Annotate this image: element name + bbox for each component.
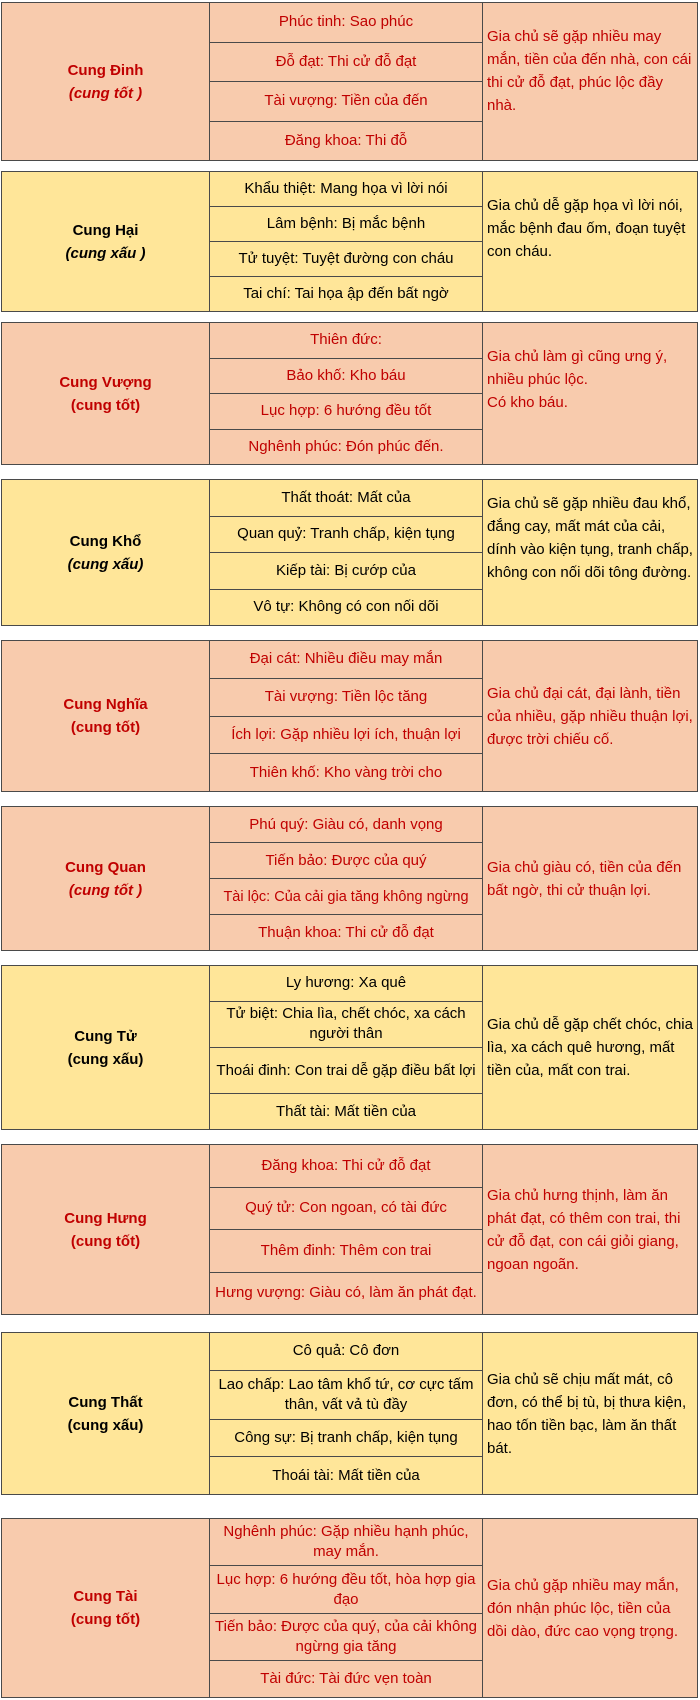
description-text: Gia chủ gặp nhiều may mắn, đón nhận phúc lộc, tiền của dồi dào, đức cao vọng trọng.: [487, 1576, 679, 1640]
cung-name: Cung Tử: [74, 1027, 137, 1045]
attribute-item: Thiên đức:: [310, 331, 382, 349]
attribute-item: Ly hương: Xa quê: [285, 974, 407, 992]
attribute-list: [210, 1519, 483, 1697]
attribute-list: [210, 480, 483, 625]
cung-name: Cung Khổ: [69, 532, 142, 550]
cung-name-cell: [2, 480, 210, 625]
cung-type: (cung tốt ): [68, 881, 143, 899]
attribute-item: Thất tài: Mất tiền của: [210, 1093, 482, 1129]
attribute-item: Thất thoát: Mất của: [281, 488, 411, 506]
attribute-item: Thiên khố: Kho vàng trời cho: [210, 753, 482, 791]
attribute-item: Bảo khố: Kho báu: [210, 358, 482, 394]
cung-block-dinh: [1, 2, 698, 161]
description-cell: [483, 172, 697, 311]
attribute-item: Lục hợp: 6 hướng đều tốt, hòa hợp gia đạo: [210, 1565, 482, 1612]
attribute-list: [210, 1145, 483, 1314]
cung-name-cell: [2, 966, 210, 1129]
attribute-item: Lâm bệnh: Bị mắc bệnh: [210, 206, 482, 241]
cung-name: Cung Vượng: [59, 373, 152, 391]
cung-type: (cung tốt): [70, 396, 141, 414]
description-cell: [483, 1519, 697, 1697]
attribute-item: Thoái đinh: Con trai dễ gặp điều bất lợi: [210, 1047, 482, 1093]
cung-name: Cung Quan: [65, 858, 146, 876]
cung-name: Cung Đinh: [67, 61, 144, 79]
cung-type: (cung tốt ): [68, 84, 143, 102]
attribute-item: Tài vượng: Tiền lộc tăng: [210, 678, 482, 716]
attribute-item: Lao chấp: Lao tâm khổ tứ, cơ cực tấm thân, vất vả tù đầy: [210, 1370, 482, 1419]
cung-block-tai: [1, 1518, 698, 1698]
cung-name-cell: [2, 1145, 210, 1314]
description-cell: [483, 3, 697, 160]
cung-block-nghia: [1, 640, 698, 792]
attribute-list: [210, 3, 483, 160]
cung-name: Cung Hại: [72, 221, 139, 239]
attribute-item: Thuận khoa: Thi cử đỗ đạt: [210, 914, 482, 950]
cung-type: (cung xấu): [67, 555, 144, 573]
attribute-item: Ích lợi: Gặp nhiều lợi ích, thuận lợi: [210, 716, 482, 754]
cung-name-cell: [2, 1333, 210, 1494]
attribute-item: Vô tự: Không có con nối dõi: [210, 589, 482, 626]
description-text: Gia chủ sẽ chịu mất mát, cô đơn, có thể bị tù, bị thưa kiện, hao tốn tiền bạc, làm ăn thất bát.: [487, 1370, 687, 1457]
attribute-item: Quý tử: Con ngoan, có tài đức: [210, 1187, 482, 1230]
attribute-item: Tai chí: Tai họa ập đến bất ngờ: [210, 276, 482, 311]
description-text: Gia chủ giàu có, tiền của đến bất ngờ, thi cử thuận lợi.: [487, 858, 682, 899]
cung-name: Cung Tài: [73, 1588, 138, 1605]
cung-block-quan: [1, 806, 698, 951]
description-text: Gia chủ đại cát, đại lành, tiền của nhiều, gặp nhiều thuận lợi, được trời chiếu cố.: [487, 684, 693, 748]
attribute-item: Quan quỷ: Tranh chấp, kiện tụng: [210, 516, 482, 553]
attribute-item: Phú quý: Giàu có, danh vọng: [249, 815, 443, 833]
attribute-list: [210, 966, 483, 1129]
cung-name: Cung Hưng: [64, 1209, 147, 1227]
cung-block-hai: [1, 171, 698, 312]
attribute-item: Nghênh phúc: Đón phúc đến.: [210, 429, 482, 465]
description-text: Gia chủ hưng thịnh, làm ăn phát đạt, có thêm con trai, thi cử đỗ đạt, con cái giỏi giang, ngoan ngoãn.: [487, 1186, 681, 1273]
attribute-item: Tài đức: Tài đức vẹn toàn: [210, 1660, 482, 1697]
cung-name-cell: [2, 3, 210, 160]
attribute-item: Kiếp tài: Bị cướp của: [210, 552, 482, 589]
attribute-item: Khẩu thiệt: Mang họa vì lời nói: [244, 180, 448, 197]
attribute-list: [210, 172, 483, 311]
attribute-item: Tử tuyệt: Tuyệt đường con cháu: [210, 241, 482, 276]
description-text: Gia chủ dễ gặp chết chóc, chia lìa, xa cách quê hương, mất tiền của, mất con trai.: [487, 1016, 693, 1079]
attribute-item: Thoái tài: Mất tiền của: [210, 1456, 482, 1494]
attribute-item: Đại cát: Nhiều điều may mắn: [249, 650, 443, 668]
attribute-item: Lục hợp: 6 hướng đều tốt: [210, 393, 482, 429]
cung-type: (cung xấu): [67, 1050, 144, 1068]
attribute-list: [210, 1333, 483, 1494]
attribute-list: [210, 807, 483, 950]
attribute-item: Phúc tinh: Sao phúc: [278, 13, 414, 31]
cung-block-tu: [1, 965, 698, 1130]
attribute-item: Tiến bảo: Được của quý, của cải không ngừng gia tăng: [210, 1613, 482, 1660]
description-cell: [483, 1333, 697, 1494]
attribute-item: Tài lộc: Của cải gia tăng không ngừng: [210, 878, 482, 914]
description-cell: [483, 641, 697, 791]
description-cell: [483, 807, 697, 950]
cung-name: Cung Nghĩa: [63, 696, 148, 713]
description-cell: [483, 966, 697, 1129]
description-cell: [483, 480, 697, 625]
cung-name-cell: [2, 641, 210, 791]
cung-name-cell: [2, 323, 210, 464]
cung-type: (cung tốt): [70, 1232, 141, 1250]
attribute-item: Thêm đinh: Thêm con trai: [210, 1229, 482, 1272]
attribute-item: Tiến bảo: Được của quý: [210, 842, 482, 878]
cung-type: (cung tốt): [70, 719, 141, 736]
attribute-item: Hưng vượng: Giàu có, làm ăn phát đạt.: [210, 1272, 482, 1315]
attribute-item: Công sự: Bị tranh chấp, kiện tụng: [210, 1419, 482, 1457]
attribute-item: Đỗ đạt: Thi cử đỗ đạt: [210, 42, 482, 82]
cung-name-cell: [2, 1519, 210, 1697]
cung-block-vuong: [1, 322, 698, 465]
attribute-item: Tài vượng: Tiền của đến: [210, 81, 482, 121]
cung-type: (cung xấu ): [65, 244, 146, 262]
cung-block-hung: [1, 1144, 698, 1315]
description-text: Gia chủ làm gì cũng ưng ý, nhiều phúc lộc. Có kho báu.: [487, 348, 668, 411]
attribute-list: [210, 641, 483, 791]
cung-name-cell: [2, 807, 210, 950]
attribute-list: [210, 323, 483, 464]
cung-block-that: [1, 1332, 698, 1495]
cung-type: (cung xấu): [67, 1416, 144, 1434]
description-text: Gia chủ sẽ gặp nhiều đau khổ, đắng cay, mất mát của cải, dính vào kiện tụng, tranh chấp, không con nối dõi tông đường.: [487, 495, 693, 581]
description-text: Gia chủ sẽ gặp nhiều may mắn, tiền của đến nhà, con cái thi cử đỗ đạt, phúc lộc đầy nhà.: [487, 28, 692, 114]
description-cell: [483, 323, 697, 464]
attribute-item: Tử biệt: Chia lìa, chết chóc, xa cách người thân: [210, 1001, 482, 1047]
description-text: Gia chủ dễ gặp họa vì lời nói, mắc bệnh đau ốm, đoạn tuyệt con cháu.: [487, 197, 686, 260]
cung-block-kho: [1, 479, 698, 626]
cung-name: Cung Thất: [68, 1393, 143, 1411]
attribute-item: Cô quả: Cô đơn: [292, 1342, 400, 1360]
cung-type: (cung tốt): [70, 1611, 141, 1628]
cung-name-cell: [2, 172, 210, 311]
attribute-item: Nghênh phúc: Gặp nhiều hạnh phúc, may mắn.: [223, 1523, 469, 1561]
attribute-item: Đăng khoa: Thi đỗ: [210, 121, 482, 161]
attribute-item: Đăng khoa: Thi cử đỗ đạt: [261, 1156, 431, 1174]
description-cell: [483, 1145, 697, 1314]
